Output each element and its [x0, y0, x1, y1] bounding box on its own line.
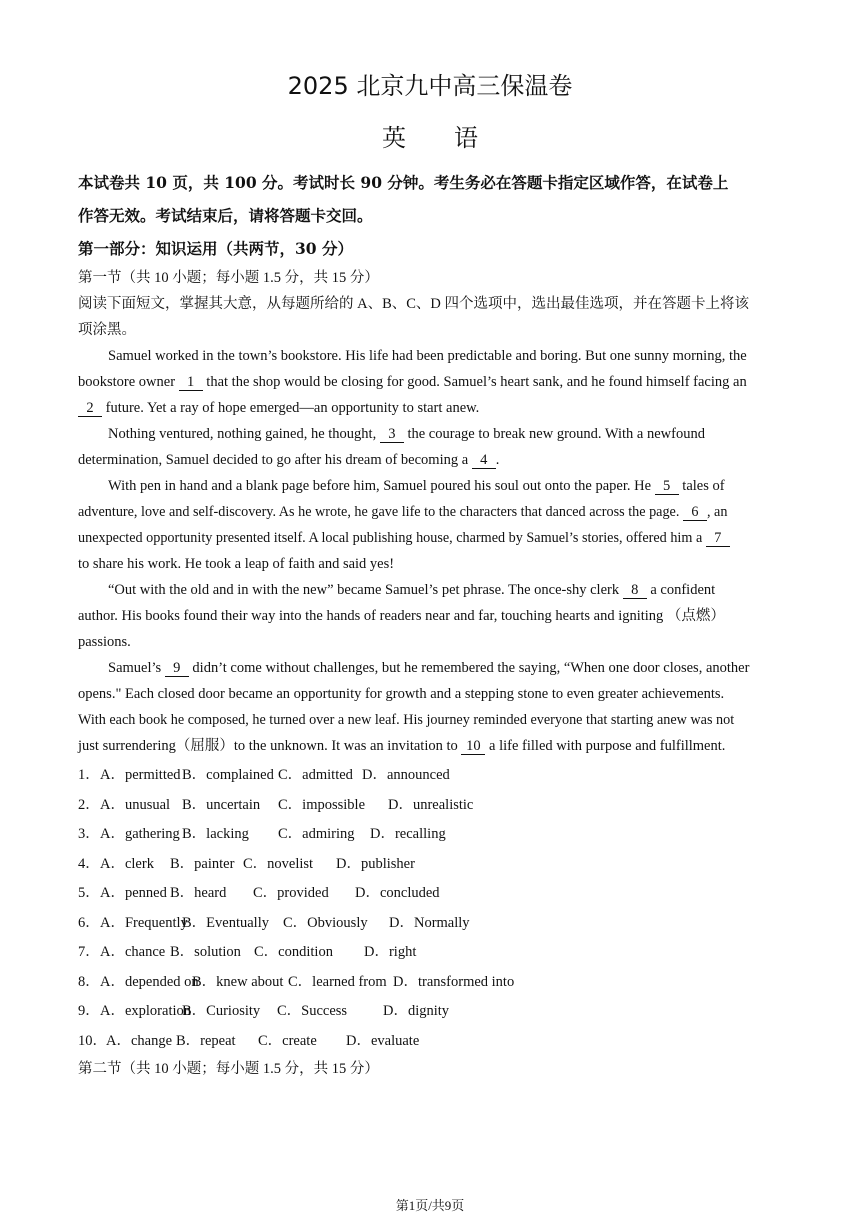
blank-2: 2 — [78, 400, 102, 417]
question-row — [78, 909, 782, 939]
subject-char-1: 英 — [382, 124, 406, 152]
blank-6: 6 — [683, 504, 707, 521]
question-number: 3． — [78, 826, 100, 842]
option-b: B．complained — [182, 767, 274, 783]
option-d: D．right — [364, 944, 417, 960]
question-row — [78, 879, 782, 909]
option-b: B．Curiosity — [182, 1003, 261, 1019]
option-c: C．impossible — [278, 796, 366, 813]
exam-body — [78, 166, 782, 1082]
option-c: C．learned from — [288, 973, 387, 990]
option-a: A．change — [106, 1032, 173, 1049]
question-number: 5． — [78, 885, 100, 901]
passage-line: Nothing ventured, nothing gained, he thought, 3 the courage to break new ground. With a newfound — [108, 426, 705, 442]
question-number: 7． — [78, 944, 100, 960]
passage-line: just surrendering（屈服）to the unknown. It was an invitation to 10 a life filled with purpose and fulfillment. — [78, 738, 726, 754]
part1-heading: 第一部分：知识运用（共两节，30 分） — [78, 239, 353, 258]
option-c: C．Obviously — [283, 914, 368, 931]
option-d: D．publisher — [336, 855, 415, 872]
passage — [78, 343, 782, 759]
option-c: C．create — [258, 1032, 317, 1049]
passage-line: “Out with the old and in with the new” became Samuel’s pet phrase. The once-shy clerk 8 a confident — [108, 582, 716, 598]
option-c: C．Success — [277, 1003, 348, 1019]
option-b: B．lacking — [182, 826, 249, 842]
option-b: B．uncertain — [182, 796, 261, 813]
option-d: D．Normally — [389, 914, 470, 931]
exam-title: 2025 北京九中高三保温卷 — [287, 72, 573, 100]
option-a: A．gathering — [100, 826, 180, 842]
passage-line: Samuel’s 9 didn’t come without challenges, but he remembered the saying, “When one door closes, another — [108, 660, 750, 676]
blank-1: 1 — [179, 374, 203, 391]
option-b: B．repeat — [176, 1032, 236, 1049]
option-b: B．painter — [170, 855, 235, 872]
option-d: D．transformed into — [393, 973, 515, 990]
option-a: A．exploration — [100, 1003, 192, 1019]
blank-10: 10 — [461, 738, 485, 755]
question-row — [78, 997, 782, 1027]
page-number: 第1页/共9页 — [395, 1198, 465, 1213]
blank-4: 4 — [472, 452, 496, 469]
question-row — [78, 850, 782, 880]
passage-line: to share his work. He took a leap of faith and said yes! — [78, 556, 395, 572]
option-b: B．heard — [170, 885, 227, 901]
blank-3: 3 — [380, 426, 404, 443]
subject-title — [0, 118, 860, 153]
question-row — [78, 938, 782, 968]
question-number: 6． — [78, 914, 100, 931]
section1-heading: 第一节（共 10 小题；每小题 1.5 分，共 15 分） — [78, 270, 379, 286]
passage-line: bookstore owner 1 that the shop would be closing for good. Samuel’s heart sank, and he found himself facing an — [78, 374, 747, 390]
question-row — [78, 968, 782, 998]
passage-line: determination, Samuel decided to go after his dream of becoming a 4 . — [78, 452, 500, 468]
option-a: A．chance — [100, 944, 166, 960]
blank-8: 8 — [623, 582, 647, 599]
question-number: 9． — [78, 1003, 100, 1019]
question-number: 2． — [78, 796, 100, 813]
passage-line: adventure, love and self-discovery. As he wrote, he gave life to the characters that danced across the page. 6 , an — [78, 504, 728, 520]
blank-5: 5 — [655, 478, 679, 495]
option-a: A．unusual — [100, 796, 171, 813]
passage-line: opens." Each closed door became an opportunity for growth and a stepping stone to even greater achievements. — [78, 686, 725, 702]
instructions-line-1: 本试卷共 10 页，共 100 分。考试时长 90 分钟。考生务必在答题卡指定区域作答，在试卷上 — [78, 173, 729, 192]
passage-line: With pen in hand and a blank page before him, Samuel poured his soul out onto the paper. He 5 tales of — [108, 478, 725, 494]
option-a: A．depended on — [100, 973, 199, 990]
option-b: B．knew about — [192, 973, 284, 990]
passage-line: unexpected opportunity presented itself. A local publishing house, charmed by Samuel’s stories, offered him a 7 — [78, 525, 782, 551]
question-number: 4． — [78, 855, 100, 872]
directions-line-2: 项涂黑。 — [78, 322, 136, 338]
option-d: D．evaluate — [346, 1032, 420, 1049]
question-number: 1． — [78, 767, 100, 783]
subject-char-2: 语 — [454, 124, 478, 152]
blank-7: 7 — [706, 530, 730, 547]
passage-line: passions. — [78, 634, 131, 650]
option-b: B．solution — [170, 944, 241, 960]
question-row — [78, 791, 782, 821]
passage-line: With each book he composed, he turned over a new leaf. His journey reminded everyone that starting anew was not — [78, 712, 735, 728]
option-d: D．concluded — [355, 885, 440, 901]
option-d: D．announced — [362, 767, 450, 783]
option-c: C．provided — [253, 885, 329, 901]
option-c: C．admiring — [278, 826, 355, 842]
question-row — [78, 761, 782, 791]
passage-line: 2 future. Yet a ray of hope emerged—an opportunity to start anew. — [78, 395, 782, 421]
passage-line: author. His books found their way into the hands of readers near and far, touching hearts and igniting （点燃） — [78, 608, 725, 624]
question-number: 8． — [78, 973, 100, 990]
directions-line-1: 阅读下面短文，掌握其大意，从每题所给的 A、B、C、D 四个选项中，选出最佳选项，并在答题卡上将该 — [78, 296, 750, 312]
option-c: C．condition — [254, 944, 333, 960]
option-a: A．clerk — [100, 855, 154, 872]
option-b: B．Eventually — [182, 914, 269, 931]
passage-line: Samuel worked in the town’s bookstore. His life had been predictable and boring. But one sunny morning, the — [108, 348, 747, 364]
option-c: C．admitted — [278, 767, 353, 783]
question-number: 10． — [78, 1032, 107, 1049]
blank-9: 9 — [165, 660, 189, 677]
question-row — [78, 1027, 782, 1057]
section2-heading: 第二节（共 10 小题；每小题 1.5 分，共 15 分） — [78, 1061, 379, 1077]
option-d: D．recalling — [370, 826, 446, 842]
option-c: C．novelist — [243, 855, 314, 872]
option-a: A．penned — [100, 885, 167, 901]
instructions-line-2: 作答无效。考试结束后，请将答题卡交回。 — [78, 206, 373, 225]
option-d: D．dignity — [383, 1003, 450, 1019]
question-row — [78, 820, 782, 850]
option-a: A．permitted — [100, 767, 181, 783]
question-list — [78, 761, 782, 1056]
option-d: D．unrealistic — [388, 796, 474, 813]
option-a: A．Frequently — [100, 914, 188, 931]
